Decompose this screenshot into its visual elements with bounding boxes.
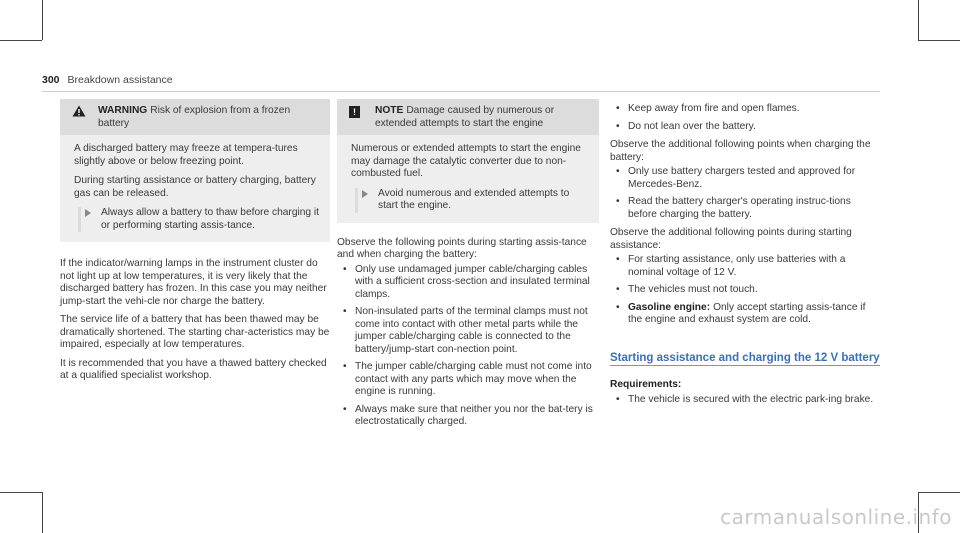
body-paragraph: If the indicator/warning lamps in the instrument cluster do not light up at low temperatures, it is very likely that the discharged battery has frozen. In this case you may neither jump-start the vehi-cle nor charge the battery. (60, 258, 327, 307)
bullet-list (610, 166, 882, 221)
crop-mark (918, 40, 960, 41)
crop-mark (42, 0, 43, 40)
warning-body (60, 135, 330, 242)
note-paragraph: Numerous or extended attempts to start the engine may damage the catalytic converter due to non-combusted fuel. (351, 143, 581, 179)
note-action (355, 188, 589, 213)
crop-mark (918, 0, 919, 40)
crop-mark (42, 492, 43, 533)
column-middle (337, 99, 599, 434)
list-item: • Always make sure that neither you nor the bat-tery is electrostatically charged. (337, 404, 599, 429)
list-item: • Non-insulated parts of the terminal clamps must not come into contact with other metal parts while the jumper cable/charging cable is connected to the battery/jump-start con-nection point. (337, 306, 599, 356)
warning-title: Risk of explosion from a frozen battery (98, 105, 291, 129)
page-number: 300 (42, 74, 60, 86)
body-paragraph: It is recommended that you have a thawed battery checked at a qualified specialist workshop. (60, 357, 327, 381)
requirements-list (610, 394, 882, 407)
exclamation-icon: ! (349, 106, 360, 118)
warning-action (78, 207, 320, 232)
warning-action-text: Always allow a battery to thaw before charging it or performing starting assis-tance. (101, 207, 320, 231)
list-item: • The vehicles must not touch. (610, 284, 882, 297)
body-paragraph: Observe the following points during starting assis-tance and when charging the battery: (337, 236, 587, 260)
list-item: • The vehicle is secured with the electric park-ing brake. (610, 394, 882, 407)
column-left (60, 99, 330, 383)
note-header (337, 99, 599, 135)
crop-mark (0, 492, 42, 493)
list-item: • Only use undamaged jumper cable/charging cables with a sufficient cross-section and insulated terminal clamps. (337, 264, 599, 302)
warning-box (60, 99, 330, 242)
gasoline-label: Gasoline engine: (628, 301, 711, 313)
list-item: • Only use battery chargers tested and approved for Mercedes-Benz. (610, 166, 882, 191)
warning-keyword: WARNING (98, 105, 148, 116)
warning-triangle-icon (72, 105, 86, 117)
bullet-list (610, 254, 882, 327)
note-title: Damage caused by numerous or extended attempts to start the engine (375, 105, 555, 129)
body-paragraph: Observe the additional following points when charging the battery: (610, 139, 871, 163)
bullet-list (337, 264, 599, 429)
watermark-text: carmanualsonline.info (720, 505, 952, 529)
list-item: • Read the battery charger's operating instruc-tions before charging the battery. (610, 196, 882, 221)
warning-header (60, 99, 330, 135)
note-keyword: NOTE (375, 105, 404, 116)
section-title: Starting assistance and charging the 12 V battery (610, 352, 880, 367)
column-right (610, 99, 882, 411)
warning-paragraph: A discharged battery may freeze at tempera-tures slightly above or below freezing point. (74, 143, 298, 167)
arrow-right-icon (362, 190, 368, 198)
note-body (337, 135, 599, 223)
list-item: • Do not lean over the battery. (610, 121, 882, 134)
warning-paragraph: During starting assistance or battery charging, battery gas can be released. (74, 175, 316, 199)
body-paragraph: Observe the additional following points during starting assistance: (610, 227, 852, 251)
arrow-right-icon (85, 209, 91, 217)
crop-mark (918, 492, 960, 493)
list-item: • For starting assistance, only use batteries with a nominal voltage of 12 V. (610, 254, 882, 279)
requirements-label: Requirements: (610, 379, 682, 390)
header-divider (42, 91, 880, 92)
list-item (610, 302, 882, 327)
section-name: Breakdown assistance (67, 74, 173, 86)
page-header (42, 74, 880, 88)
list-item: • The jumper cable/charging cable must not come into contact with any parts which may move when the engine is running. (337, 361, 599, 399)
note-box (337, 99, 599, 223)
note-action-text: Avoid numerous and extended attempts to start the engine. (378, 187, 570, 211)
gasoline-text: Only accept starting assis-tance if the engine and exhaust system are cold. (628, 301, 866, 325)
bullet-list (610, 103, 882, 133)
list-item: • Keep away from fire and open flames. (610, 103, 882, 116)
body-paragraph: The service life of a battery that has been thawed may be dramatically shortened. The starting char-acteristics may be impaired, especially at low temperatures. (60, 314, 330, 350)
crop-mark (0, 40, 42, 41)
